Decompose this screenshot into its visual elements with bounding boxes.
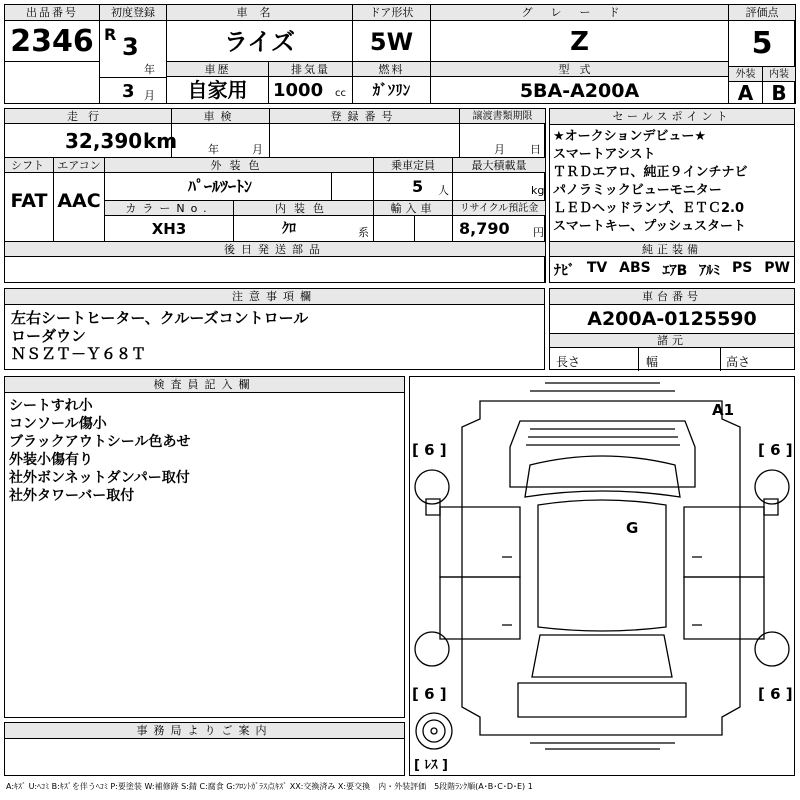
note-line: ＮＳＺＴ－Ｙ６８Ｔ	[11, 345, 147, 363]
equipment-item: TV	[586, 260, 608, 276]
damage-mark-g: G	[626, 519, 639, 537]
grade-value: Z	[570, 27, 589, 57]
transfer-day-unit: 日	[530, 143, 541, 156]
note-line: 左右シートヒーター、クルーズコントロール	[11, 309, 309, 327]
equipment-item: PW	[764, 260, 790, 276]
equipment-item: PS	[732, 260, 753, 276]
transfer-deadline-cell	[459, 108, 546, 158]
sales-points-label: セールスポイント	[550, 109, 794, 125]
inspector-note-line: 外装小傷有り	[9, 452, 93, 468]
door-value: 5W	[369, 28, 414, 56]
recycle-deposit-unit: 円	[533, 226, 544, 239]
displacement-value: 1000	[273, 80, 324, 101]
inspector-note-line: 社外ボンネットダンパー取付	[9, 470, 190, 486]
color-number-cell	[104, 200, 234, 242]
sales-point-line: パノラミックビューモニター	[553, 183, 722, 198]
car-name-cell	[166, 4, 353, 62]
sales-point-line: ＴＲＤエアロ、純正９インチナビ	[553, 165, 748, 180]
inspection-label: 車検	[172, 109, 269, 124]
interior-color-unit: 系	[358, 226, 369, 239]
tire-rear-left: [ 6 ]	[412, 685, 447, 703]
legend-text: A:ｷｽﾞ U:ﾍｺﾐ B:ｷｽﾞを伴うﾍｺﾐ P:要塗装 W:補修跡 S:錆 C:腐食 G:ﾌﾛﾝﾄｶﾞﾗｽ点ｷｽﾞ XX:交換済み X:要交換 内・外装評価 5段階ﾗﾝｸ順(A･B･C･D･E) 1	[6, 782, 533, 791]
max-load-label: 最大積載量	[453, 158, 545, 173]
car-name-value: ライズ	[223, 28, 296, 56]
sales-points-list	[553, 128, 747, 236]
inspector-note-line: ブラックアウトシール色あせ	[9, 434, 191, 450]
capacity-label: 乗車定員	[374, 158, 452, 173]
interior-color-value: ｸﾛ	[282, 221, 296, 237]
exterior-grade-value: A	[737, 81, 754, 105]
sales-point-line: スマートアシスト	[553, 147, 656, 162]
fuel-value: ｶﾞｿﾘﾝ	[372, 81, 411, 99]
office-label: 事務局よりご案内	[5, 723, 404, 739]
recycle-deposit-value: 8,790	[459, 219, 510, 238]
max-load-unit: kg	[531, 184, 545, 197]
tire-rear-right: [ 6 ]	[758, 685, 793, 703]
history-cell	[166, 61, 269, 104]
car-diagram-section	[409, 376, 795, 776]
max-load-cell	[452, 157, 546, 201]
notes-label: 注意事項欄	[5, 289, 544, 305]
inspector-note-line: コンソール傷小	[9, 416, 107, 432]
model-label: 型式	[431, 62, 728, 77]
reg-month-value: 3	[122, 81, 135, 102]
registration-label: 登録番号	[270, 109, 459, 124]
lot-number-label: 出品番号	[5, 5, 99, 21]
interior-grade-label: 内装	[763, 67, 795, 82]
equipment-label: 純正装備	[550, 242, 794, 257]
displacement-label: 排気量	[269, 62, 352, 77]
equipment-item: ABS	[619, 260, 651, 276]
mileage-label: 走行	[5, 109, 171, 124]
interior-grade-value: B	[771, 81, 787, 105]
first-registration-label: 初度登録	[100, 5, 166, 21]
capacity-value: 5	[412, 177, 424, 196]
lot-number-cell	[4, 4, 100, 62]
lot-blank-cell	[4, 61, 100, 104]
inspector-note-line: 社外タワーバー取付	[9, 488, 135, 504]
score-label: 評価点	[729, 5, 795, 21]
mileage-value: 32,390	[65, 129, 143, 153]
inspector-section	[4, 376, 405, 718]
aircon-value: AAC	[57, 190, 101, 212]
exterior-color-label: 外装色	[105, 158, 373, 173]
door-cell	[352, 4, 431, 62]
inspector-label: 検査員記入欄	[5, 377, 404, 393]
reg-month-unit: 月	[144, 89, 155, 102]
score-value: 5	[751, 26, 773, 61]
door-label: ドア形状	[353, 5, 430, 21]
spare-tire-status: [ ﾚｽ ]	[414, 758, 448, 773]
header-section	[4, 4, 795, 104]
history-label: 車歴	[167, 62, 268, 77]
exterior-color-value: ﾊﾟｰﾙﾂｰﾄﾝ	[187, 177, 252, 196]
inspector-note-line: シートすれ小	[9, 398, 93, 414]
sales-points-section	[549, 108, 795, 283]
fuel-cell	[352, 61, 431, 104]
model-cell	[430, 61, 729, 104]
equipment-item: ﾅﾋﾞ	[554, 263, 575, 279]
reg-year-unit: 年	[144, 63, 155, 76]
tire-front-left: [ 6 ]	[412, 441, 447, 459]
inspection-month-unit: 月	[252, 143, 263, 156]
mileage-cell	[4, 108, 178, 158]
displacement-cell	[268, 61, 353, 104]
recycle-deposit-cell	[452, 200, 546, 242]
capacity-cell	[373, 157, 453, 201]
equipment-list	[554, 260, 790, 280]
chassis-label: 車台番号	[550, 289, 794, 305]
mileage-unit: km	[143, 129, 178, 153]
exterior-color-cell	[104, 157, 374, 201]
office-section	[4, 722, 405, 776]
shift-cell	[4, 157, 54, 242]
sales-point-line: ★オークションデビュー★	[553, 129, 707, 144]
sales-point-line: スマートキー、プッシュスタート	[553, 219, 747, 234]
vehicle-details-section	[4, 108, 545, 283]
fuel-label: 燃料	[353, 62, 430, 77]
first-registration-cell	[99, 4, 167, 104]
grade-label: グレード	[431, 5, 728, 21]
damage-mark-a1: A1	[712, 401, 735, 419]
score-cell	[728, 4, 796, 67]
inspection-year-unit: 年	[208, 143, 219, 156]
car-name-label: 車名	[167, 5, 352, 21]
later-parts-label: 後日発送部品	[5, 242, 545, 257]
sales-point-line: ＬＥＤヘッドランプ、ＥＴＣ2.0	[553, 201, 744, 216]
color-number-value: XH3	[151, 220, 187, 238]
shift-label: シフト	[5, 158, 53, 173]
width-label: 幅	[646, 355, 659, 369]
later-parts-cell	[4, 241, 546, 283]
dimensions-label: 諸元	[550, 334, 794, 348]
aircon-label: エアコン	[54, 158, 104, 173]
grade-cell	[430, 4, 729, 62]
import-label: 輸入車	[374, 201, 452, 216]
interior-color-cell	[233, 200, 374, 242]
height-label: 高さ	[726, 355, 751, 369]
shift-value: FAT	[10, 190, 48, 212]
car-diagram	[410, 377, 794, 775]
equipment-item: ｴｱB	[662, 263, 688, 279]
notes-list	[11, 309, 308, 363]
capacity-unit: 人	[438, 184, 449, 197]
interior-color-label: 内装色	[234, 201, 373, 216]
displacement-unit: cc	[335, 88, 346, 99]
transfer-deadline-label: 譲渡書類期限	[460, 109, 545, 124]
aircon-cell	[53, 157, 105, 242]
tire-front-right: [ 6 ]	[758, 441, 793, 459]
notes-section	[4, 288, 545, 370]
chassis-number-value: A200A-0125590	[587, 308, 757, 330]
import-cell	[373, 200, 453, 242]
lot-number-value: 2346	[10, 24, 94, 59]
model-value: 5BA-A200A	[519, 80, 640, 102]
length-label: 長さ	[556, 355, 581, 369]
registration-cell	[269, 108, 460, 158]
history-value: 自家用	[187, 78, 248, 102]
body-outline	[462, 401, 740, 735]
equipment-item: ｱﾙﾐ	[699, 263, 721, 279]
chassis-section	[549, 288, 795, 370]
exterior-grade-cell	[728, 66, 763, 104]
exterior-grade-label: 外装	[729, 67, 762, 82]
inspection-cell	[171, 108, 270, 158]
reg-year-value: 3	[122, 33, 139, 61]
inspector-notes	[9, 397, 190, 505]
recycle-deposit-label: リサイクル預託金	[453, 201, 545, 216]
era-value: R	[104, 25, 117, 44]
interior-grade-cell	[762, 66, 796, 104]
color-number-label: カラーNo.	[105, 201, 233, 216]
note-line: ローダウン	[11, 327, 87, 345]
transfer-month-unit: 月	[494, 143, 505, 156]
